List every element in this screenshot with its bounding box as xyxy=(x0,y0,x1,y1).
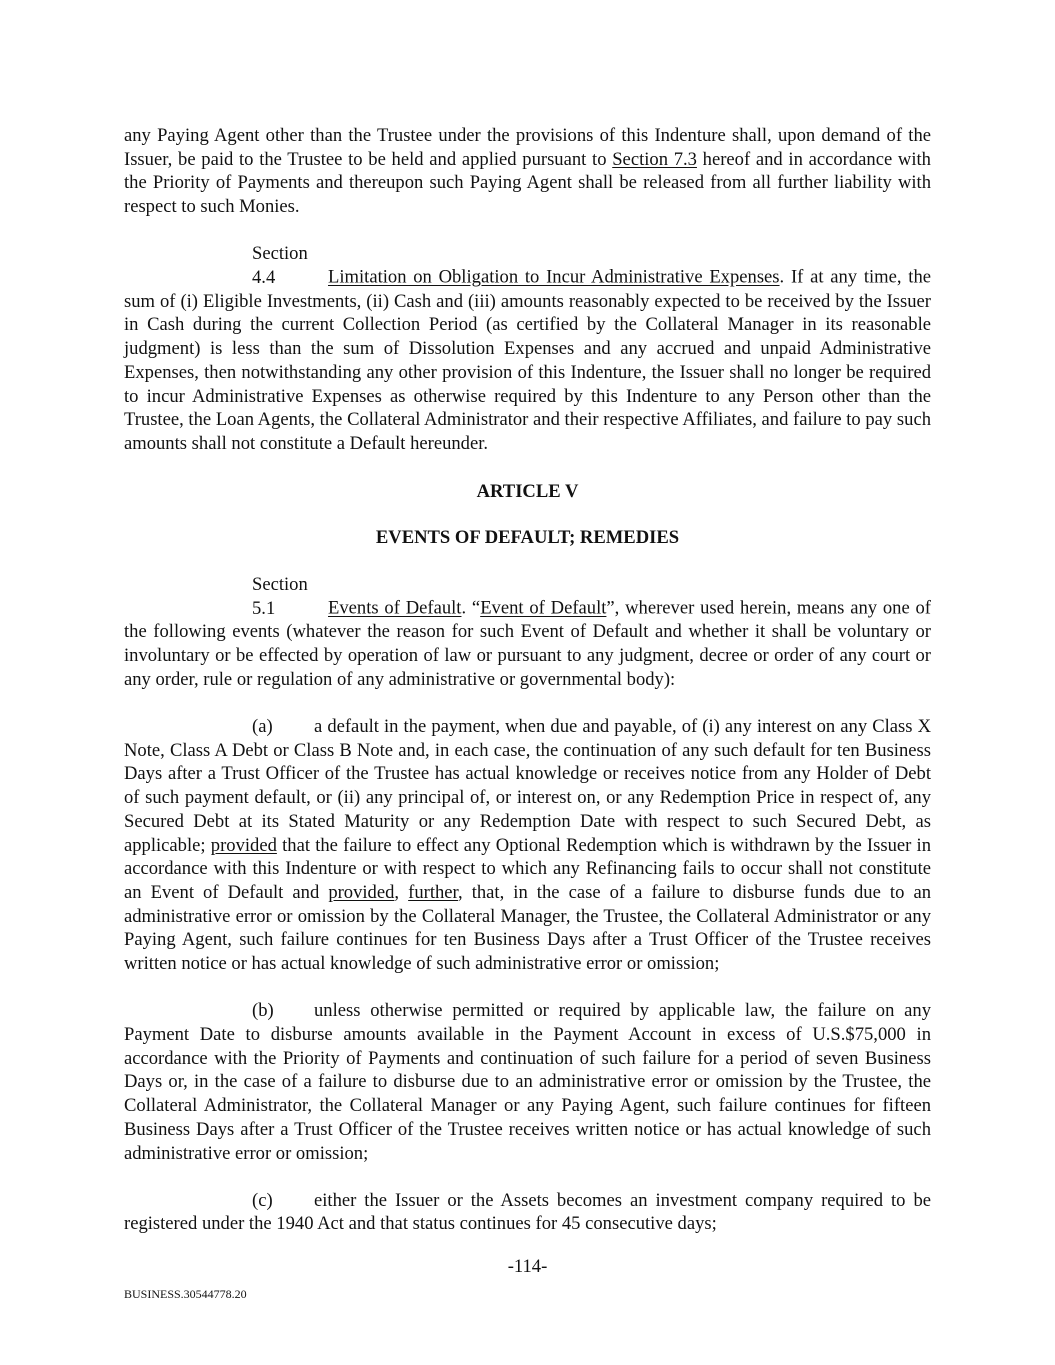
item-a-paragraph xyxy=(124,715,931,976)
document-page xyxy=(124,124,931,1260)
section-title: Limitation on Obligation to Incur Administrative Expenses xyxy=(328,267,780,289)
item-text: unless otherwise permitted or required by applicable law, the failure on any Payment Date to disburse amounts available in the Payment Account in excess of U.S.$75,000 in accordance with the Priority of Payments and continuation of such failure for a period of seven Business Days or, in the case of a failure to disburse due to an administrative error or omission by the Trustee, the Collateral Administrator, the Collateral Manager or any Paying Agent, such failure continues for fifteen Business Days after a Trust Officer of the Trustee receives written notice or has actual knowledge of such administrative error or omission; xyxy=(124,1000,931,1164)
section-5-1-paragraph xyxy=(124,573,931,692)
section-body: ”, wherever used herein, means any one of the following events (whatever the reason for such Event of Default and whether it shall be voluntary or involuntary or be effected by operation of law or pursuant to any judgment, decree or order of any court or any order, rule or regulation of any administrative or governmental body): xyxy=(124,597,931,690)
section-7-3-reference: Section 7.3 xyxy=(612,148,697,170)
punctuation: . “ xyxy=(461,597,481,619)
article-title: EVENTS OF DEFAULT; REMEDIES xyxy=(375,527,680,549)
article-number: ARTICLE V xyxy=(476,480,579,502)
provided-term: provided xyxy=(210,834,277,856)
defined-term: Event of Default xyxy=(480,597,607,619)
item-text: that the failure to effect any Optional Redemption which is withdrawn by the Issuer in accordance with this Indenture or with respect to which any Refinancing fails to occur shall not constitute an Event of Default and xyxy=(124,834,931,903)
item-label: (b) xyxy=(252,1000,274,1022)
section-number: Section 4.4 xyxy=(252,243,308,289)
item-label: (c) xyxy=(252,1189,273,1211)
paragraph-text: any Paying Agent other than the Trustee under the provisions of this Indenture shall, upon demand of the Issuer, be paid to the Trustee to be held and applied pursuant to xyxy=(124,125,931,170)
item-text: a default in the payment, when due and payable, of (i) any interest on any Class X Note, Class A Debt or Class B Note and, in each case, the continuation of any such default for ten Business Days after a Trust Officer of the Trustee has actual knowledge or receives notice from any Holder of Debt of such payment default, or (ii) any principal of, or interest on, or any Redemption Price in respect of, any Secured Debt at its Stated Maturity or any Redemption Date with respect to such Secured Debt, as applicable; xyxy=(124,716,931,856)
paragraph-text: hereof and in accordance with the Priority of Payments and thereupon such Paying Agent shall be released from all further liability with respect to such Monies. xyxy=(124,148,931,218)
section-title: Events of Default xyxy=(328,597,462,619)
continuation-paragraph xyxy=(124,124,931,219)
punctuation: , xyxy=(394,881,409,903)
document-id: BUSINESS.30544778.20 xyxy=(124,1287,247,1301)
item-b-paragraph xyxy=(124,999,931,1165)
section-body: . If at any time, the sum of (i) Eligible Investments, (ii) Cash and (iii) amounts reasonably expected to be received by the Issuer in Cash during the current Collection Period (as certified by the Collateral Manager in its reasonable judgment) is less than the sum of Dissolution Expenses and any accrued and unpaid Administrative Expenses, then notwithstanding any other provision of this Indenture, the Issuer shall no longer be required to incur Administrative Expenses as otherwise required by this Indenture to any Person other than the Trustee, the Loan Agents, the Collateral Administrator and their respective Affiliates, and failure to pay such amounts shall not constitute a Default hereunder. xyxy=(124,267,931,454)
section-4-4-paragraph xyxy=(124,242,931,455)
item-text: , that, in the case of a failure to disburse funds due to an administrative error or omission by the Collateral Manager, the Trustee, the Collateral Administrator or any Paying Agent, such failure continues for ten Business Days after a Trust Officer of the Trustee receives written notice or has actual knowledge of such administrative error or omission; xyxy=(124,881,931,975)
section-number: Section 5.1 xyxy=(252,574,308,619)
item-c-paragraph xyxy=(124,1189,931,1236)
page-number: -114- xyxy=(507,1256,548,1277)
item-label: (a) xyxy=(252,716,273,738)
item-text: either the Issuer or the Assets becomes an investment company required to be registered under the 1940 Act and that status continues for 45 consecutive days; xyxy=(124,1189,931,1235)
provided-term: provided xyxy=(328,881,395,903)
further-term: further xyxy=(408,881,458,903)
